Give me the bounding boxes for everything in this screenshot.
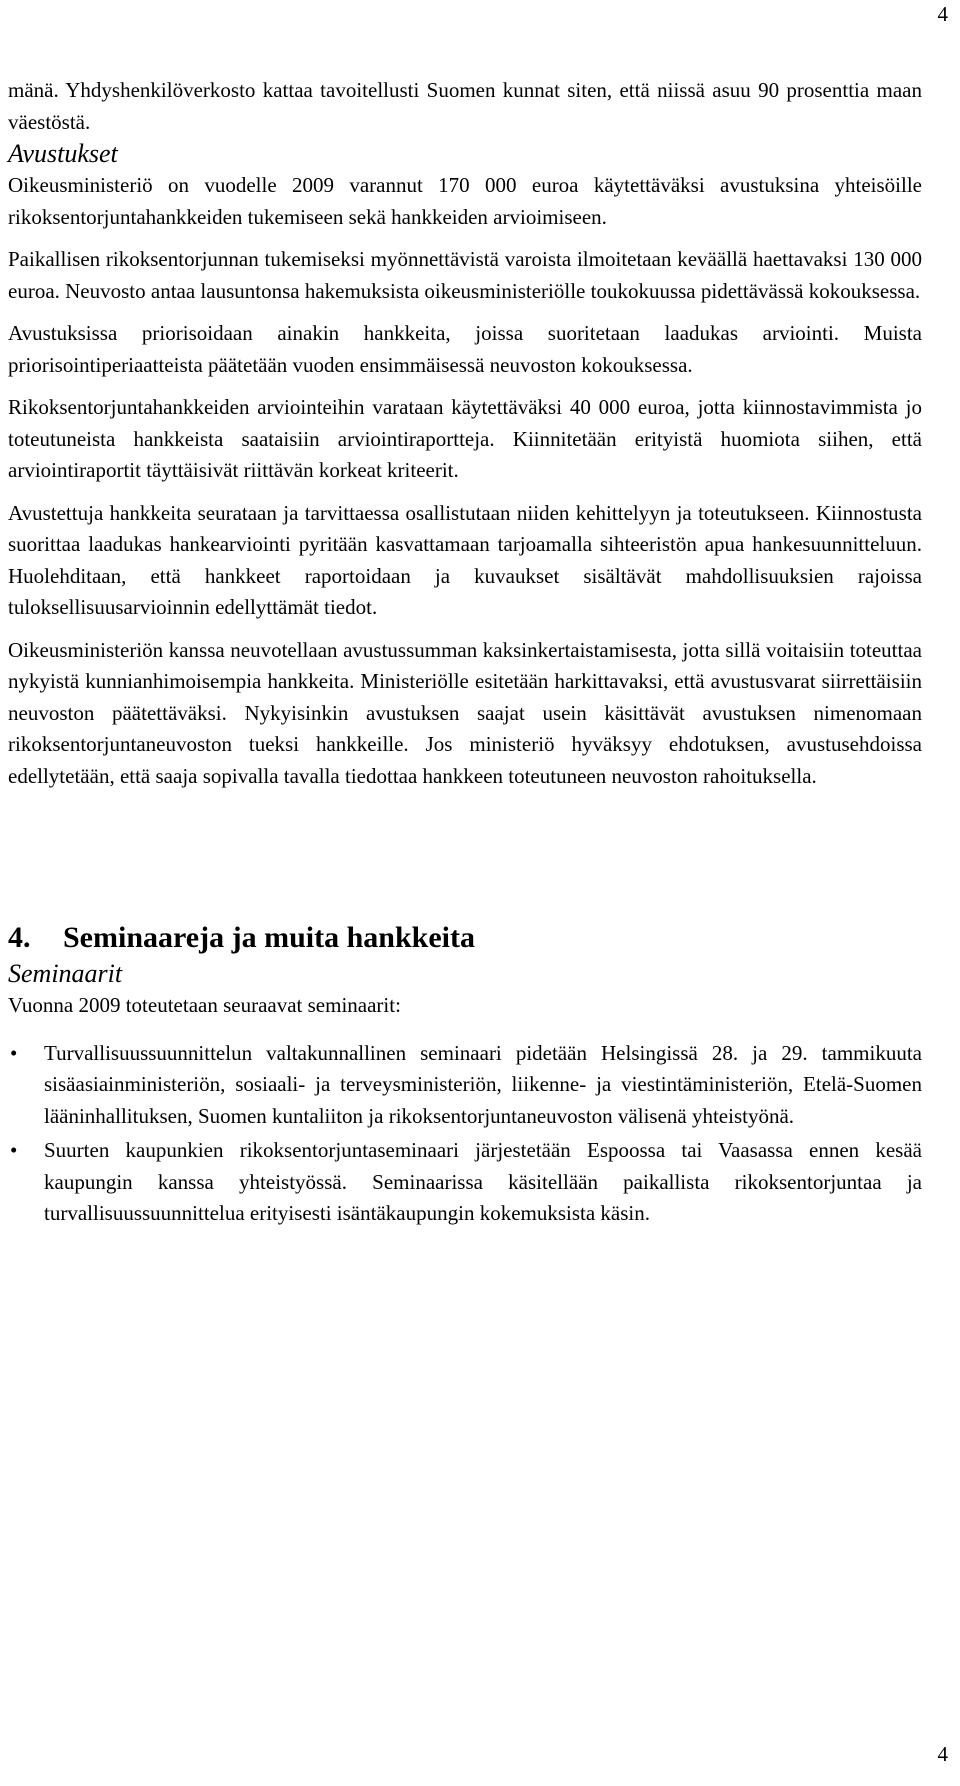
page-number-bottom: 4: [937, 1742, 948, 1766]
paragraph: Oikeusministeriön kanssa neuvotellaan avustussumman kaksinkertaistamisesta, jotta sillä voitaisiin toteuttaa nykyistä kunnianhimoisempia hankkeita. Ministeriölle esitetään harkittavaksi, että avustusvarat siirrettäisiin neuvoston päätettäväksi. Nykyisinkin avustuksen saajat usein käsittävät avustuksen nimenomaan rikoksentorjuntaneuvoston tueksi hankkeille. Jos ministeriö hyväksyy ehdotuksen, avustusehdoissa edellytetään, että saaja sopivalla tavalla tiedottaa hankkeen toteutuneen neuvoston rahoituksella.: [8, 637, 922, 788]
bullet-icon: •: [10, 1040, 18, 1065]
bullet-icon: •: [10, 1138, 18, 1162]
paragraph: Vuonna 2009 toteutetaan seuraavat seminaarit:: [8, 993, 401, 1017]
document-body: [8, 75, 922, 1230]
page-number-top: 4: [937, 2, 948, 26]
section-heading: [8, 918, 922, 958]
section-number: 4.: [8, 921, 31, 954]
section-title: Seminaareja ja muita hankkeita: [63, 921, 475, 954]
heading-avustukset: Avustukset: [8, 139, 118, 168]
paragraph: Avustuksissa priorisoidaan ainakin hankkeita, joissa suoritetaan laadukas arviointi. Muista priorisointiperiaatteista päätetään vuoden ensimmäisessä neuvoston kokouksessa.: [8, 321, 922, 377]
paragraph: Avustettuja hankkeita seurataan ja tarvittaessa osallistutaan niiden kehittelyyn ja toteutukseen. Kiinnostusta suorittaa laadukas hankearviointi pyritään kasvattamaan tarjoamalla sihteeristön apua hankesuunnitteluun. Huolehditaan, että hankkeet raportoidaan ja kuvaukset sisältävät mahdollisuuksien rajoissa tuloksellisuusarvioinnin edellyttämät tiedot.: [8, 500, 922, 619]
list-item-text: Turvallisuussuunnittelun valtakunnallinen seminaari pidetään Helsingissä 28. ja 29. tammikuuta sisäasiainministeriön, sosiaali- ja terveysministeriön, liikenne- ja viestintäministeriön, Etelä-Suomen lääninhallituksen, Suomen kuntaliiton ja rikoksentorjuntaneuvoston välisenä yhteistyönä.: [44, 1040, 922, 1128]
list-item: [8, 1135, 922, 1230]
paragraph: Rikoksentorjuntahankkeiden arviointeihin varataan käytettäväksi 40 000 euroa, jotta kiinnostavimmista jo toteutuneista hankkeista saataisiin arviointiraportteja. Kiinnitetään erityistä huomiota siihen, että arviointiraportit täyttäisivät riittävän korkeat kriteerit.: [8, 395, 922, 482]
paragraph: Paikallisen rikoksentorjunnan tukemiseksi myönnettävistä varoista ilmoitetaan keväällä haettavaksi 130 000 euroa. Neuvosto antaa lausuntonsa hakemuksista oikeusministeriölle toukokuussa pidettävässä kokouksessa.: [8, 247, 922, 303]
list-item: [8, 1038, 922, 1133]
paragraph: mänä. Yhdyshenkilöverkosto kattaa tavoitellusti Suomen kunnat siten, että niissä asuu 90 prosenttia maan väestöstä.: [8, 78, 922, 134]
paragraph: Oikeusministeriö on vuodelle 2009 varannut 170 000 euroa käytettäväksi avustuksina yhteisöille rikoksentorjuntahankkeiden tukemiseen sekä hankkeiden arvioimiseen.: [8, 173, 922, 229]
heading-seminaarit: Seminaarit: [8, 959, 123, 988]
list-item-text: Suurten kaupunkien rikoksentorjuntaseminaari järjestetään Espoossa tai Vaasassa ennen kesää kaupungin kanssa yhteistyössä. Seminaarissa käsitellään paikallista rikoksentorjuntaa ja turvallisuussuunnittelua erityisesti isäntäkaupungin kokemuksista käsin.: [44, 1138, 922, 1225]
seminar-list: [8, 1038, 922, 1230]
